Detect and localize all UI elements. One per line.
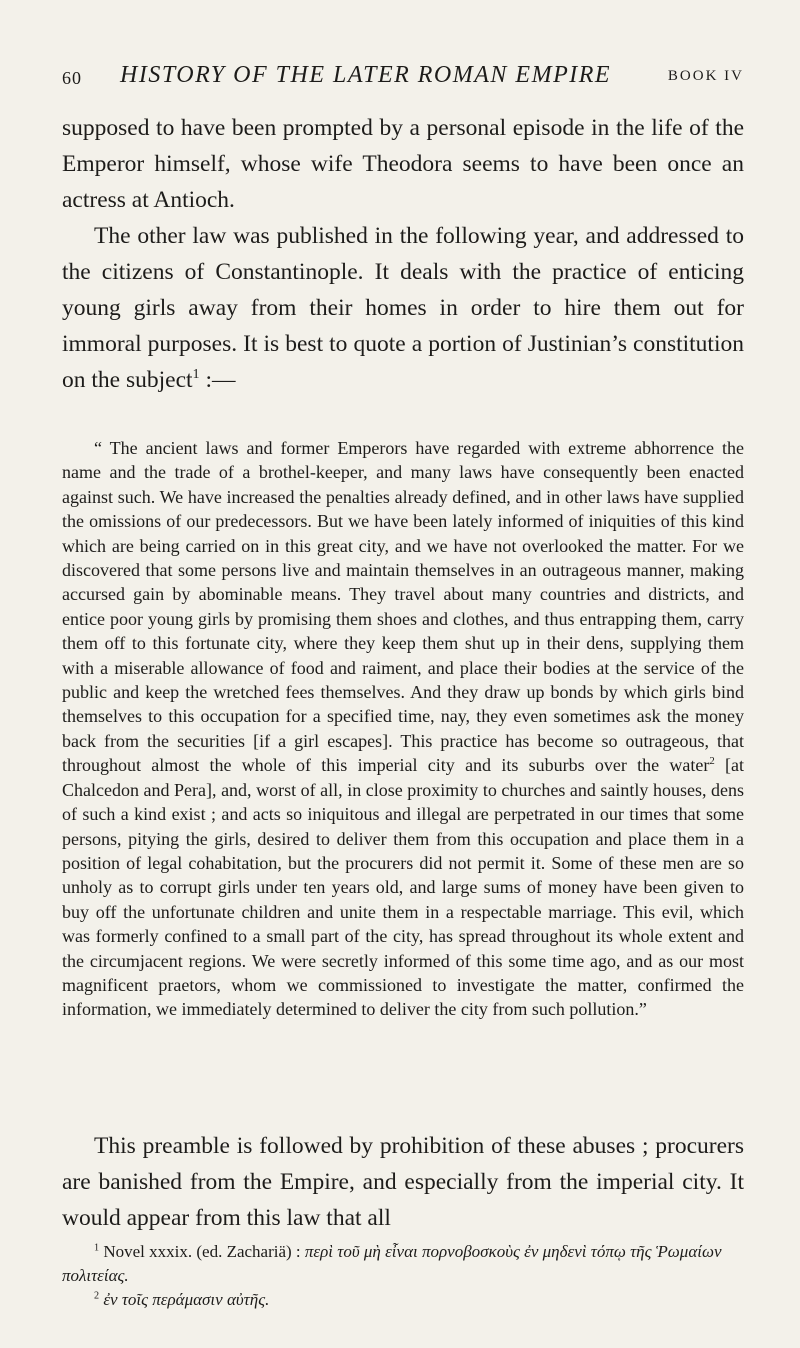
footnote-1-greek: περὶ τοῦ μὴ εἶναι πορνοβοσκοὺς ἐν μηδενὶ τόπῳ τῆς Ῥωμαίων πολιτείας. [62,1242,722,1285]
footnote-ref-1[interactable]: 1 [192,366,200,383]
footnote-1-text: Novel xxxix. (ed. Zachariä) : [99,1242,305,1261]
running-title: HISTORY OF THE LATER ROMAN EMPIRE [120,62,612,88]
paragraph-preamble: This preamble is followed by prohibition of these abuses ; procurers are banished from the Empire, and especially from the imperial city. It would appear from this law that all [62,1133,744,1231]
page-number: 60 [62,68,82,88]
paragraph-continuation: supposed to have been prompted by a personal episode in the life of the Emperor himself, whose wife Theodora seems to have been once an actress at Antioch. [62,115,744,213]
footnote-2-number: 2 [94,1290,100,1302]
footnotes [62,1240,744,1312]
block-quote-constitution [62,436,744,1022]
paragraph-other-law-text: The other law was published in the following year, and addressed to the citizens of Constantinople. It deals with the practice of enticing young girls away from their homes in order to hire them out for immoral purposes. It is best to quote a portion of Justinian’s constitution on the subject [62,223,744,393]
main-text [62,110,744,398]
footnote-1-number: 1 [94,1242,100,1254]
footnote-ref-2[interactable]: 2 [709,755,715,768]
footnote-2 [62,1288,744,1312]
running-header [62,62,744,92]
footnote-2-greek: ἐν τοῖς περάμασιν αὐτῆς. [99,1290,270,1309]
paragraph-other-law-tail: :— [199,367,236,393]
quote-part-2: [at Chalcedon and Pera], and, worst of all, in close proximity to churches and saintly houses, dens of such a kind exist ; and acts so iniquitous and illegal are perpetrated in our times that some persons, pitying the girls, desired to deliver them from this occupation and place them in a position of legal cohabitation, but the procurers did not permit it. Some of these men are so unholy as to corrupt girls under ten years old, and large sums of money have been given to buy off the unfortunate children and unite them in a respectable marriage. This evil, which was formerly confined to a small part of the city, has spread throughout its whole extent and the circumjacent regions. We were secretly informed of this some time ago, and as our most magnificent praetors, whom we commissioned to investigate the matter, confirmed the information, we immediately determined to deliver the city from such pollution.” [62,755,744,1020]
book-label: BOOK IV [667,68,744,84]
paragraph-other-law [62,218,744,398]
quote-part-1: “ The ancient laws and former Emperors have regarded with extreme abhorrence the name and the trade of a brothel-keeper, and many laws have consequently been enacted against such. We have increased the penalties already defined, and in other laws have supplied the omissions of our predecessors. But we have been lately informed of iniquities of this kind which are being carried on in this great city, and we have not overlooked the matter. For we discovered that some persons live and maintain themselves in an outrageous manner, making accursed gain by abominable means. They travel about many countries and districts, and entice poor young girls by promising them shoes and clothes, and thus entrapping them, carry them off to this fortunate city, where they keep them shut up in their dens, supplying them with a miserable allowance of food and raiment, and place their bodies at the service of the public and keep the wretched fees themselves. And they draw up bonds by which girls bind themselves to this occupation for a specified time, nay, they even sometimes ask the money back from the securities [if a girl escapes]. This practice has become so outrageous, that throughout almost the whole of this imperial city and its suburbs over the water [62,438,744,776]
footnote-1 [62,1240,744,1288]
